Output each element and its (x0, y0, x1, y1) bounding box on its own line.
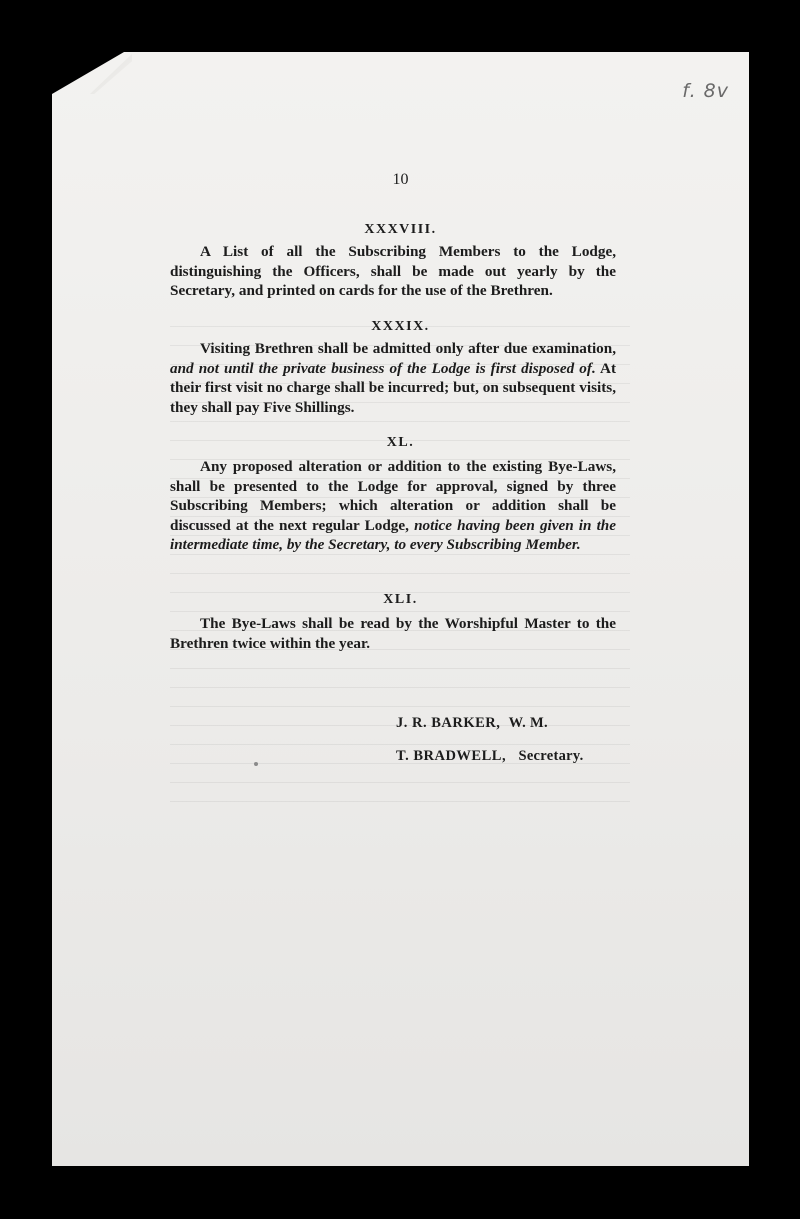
signature-name: J. R. BARKER, (396, 715, 501, 731)
section-heading-xli: XLI. (383, 592, 418, 607)
section-text-xxxviii: A List of all the Subscribing Members to the Lodge, distinguishing the Officers, shall be made out yearly by the Secretary, and printed on cards for the use of the Brethren. (170, 243, 616, 299)
signature-name: T. BRADWELL, (396, 748, 507, 764)
section-text-xli: The Bye-Laws shall be read by the Worshipful Master to the Brethren twice within the year. (170, 615, 616, 652)
page-number: 10 (392, 171, 409, 188)
section-text-xxxix (170, 339, 616, 417)
section-text-xxxix-start: Visiting Brethren shall be admitted only after due examination, (200, 340, 616, 357)
section-heading-xxxviii: XXXVIII. (364, 222, 437, 237)
folio-mark: f. 8v (682, 80, 729, 102)
ink-speck (254, 762, 258, 766)
signature-role: Secretary. (518, 748, 584, 764)
section-text-xxxix-italic: and not until the private business of the Lodge is first disposed of. (170, 359, 596, 377)
section-heading-xl: XL. (386, 435, 415, 450)
signature-barker (396, 715, 548, 732)
signature-role: W. M. (508, 715, 548, 731)
section-text-xl (170, 457, 616, 555)
section-text-xl-start: Any proposed alteration or addition to the existing Bye-Laws, shall be presented to the Lodge for approval, signed by three Subscribing Members; which alteration or addition shall be discussed at the next regular Lodge, (170, 458, 616, 534)
signature-bradwell (396, 748, 584, 765)
section-text-xl-italic: notice having been given in the intermediate time, by the Secretary, to every Subscribing Member. (170, 516, 616, 553)
section-text-xxxix-end: At their first visit no charge shall be incurred; but, on subsequent visits, they shall pay Five Shillings. (170, 359, 617, 416)
document-page (52, 52, 749, 1166)
section-heading-xxxix: XXXIX. (371, 319, 430, 334)
